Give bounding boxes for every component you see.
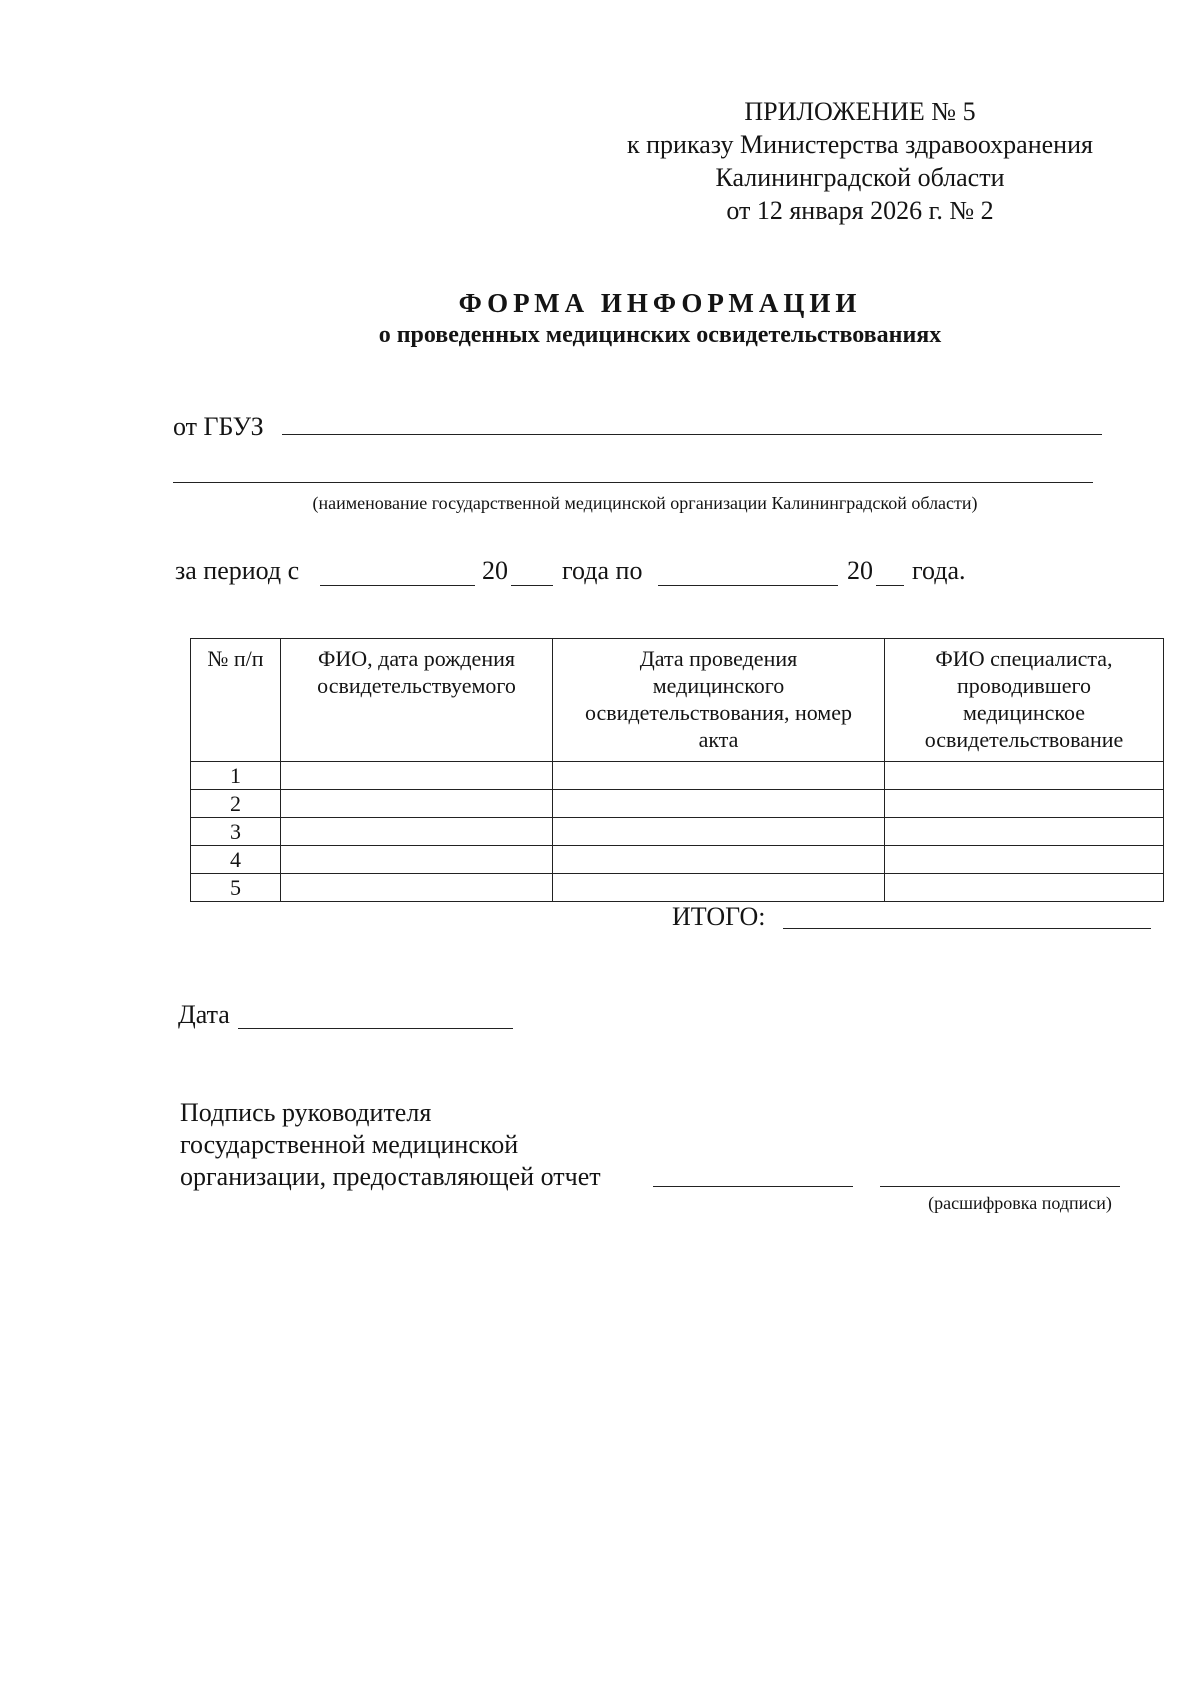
signature-decoding-field[interactable]: [880, 1186, 1120, 1187]
date-label: Дата: [178, 1000, 230, 1029]
header-number: № п/п: [191, 639, 281, 762]
table-row: [191, 790, 1164, 818]
signature-block: [180, 1097, 601, 1193]
form-title: ФОРМА ИНФОРМАЦИИ: [458, 288, 862, 318]
header-exam-date: Дата проведения медицинского освидетельствования, номер акта: [553, 639, 885, 762]
period-to-field[interactable]: [658, 585, 838, 586]
cell-exam-date[interactable]: [553, 790, 885, 818]
date-field[interactable]: [238, 1028, 513, 1029]
cell-exam-date[interactable]: [553, 846, 885, 874]
cell-specialist[interactable]: [885, 818, 1164, 846]
organization-name-field-line2[interactable]: [173, 482, 1093, 483]
organization-prefix: от ГБУЗ: [173, 412, 264, 441]
total-label: ИТОГО:: [672, 902, 766, 931]
signature-field[interactable]: [653, 1186, 853, 1187]
cell-patient[interactable]: [281, 874, 553, 902]
row-number: 2: [191, 790, 281, 818]
appendix-order: к приказу Министерства здравоохранения: [627, 130, 1093, 159]
period-year2-field[interactable]: [876, 585, 904, 586]
row-number: 4: [191, 846, 281, 874]
signature-line2: государственной медицинской: [180, 1130, 519, 1159]
cell-exam-date[interactable]: [553, 818, 885, 846]
medical-exam-table: [190, 638, 1164, 902]
appendix-number: ПРИЛОЖЕНИЕ № 5: [744, 97, 976, 126]
signature-line1: Подпись руководителя: [180, 1098, 432, 1127]
row-number: 3: [191, 818, 281, 846]
table-row: [191, 846, 1164, 874]
cell-patient[interactable]: [281, 762, 553, 790]
cell-exam-date[interactable]: [553, 874, 885, 902]
signature-decoding-caption: (расшифровка подписи): [928, 1193, 1112, 1213]
cell-specialist[interactable]: [885, 874, 1164, 902]
appendix-region: Калининградской области: [715, 163, 1005, 192]
form-subtitle: о проведенных медицинских освидетельствованиях: [378, 322, 942, 348]
total-field[interactable]: [783, 928, 1151, 929]
cell-specialist[interactable]: [885, 762, 1164, 790]
header-patient: ФИО, дата рождения освидетельствуемого: [281, 639, 553, 762]
cell-patient[interactable]: [281, 790, 553, 818]
row-number: 5: [191, 874, 281, 902]
cell-specialist[interactable]: [885, 846, 1164, 874]
table-row: [191, 762, 1164, 790]
period-year1-field[interactable]: [511, 585, 553, 586]
cell-specialist[interactable]: [885, 790, 1164, 818]
table-row: [191, 874, 1164, 902]
period-from-field[interactable]: [320, 585, 475, 586]
table-row: [191, 818, 1164, 846]
row-number: 1: [191, 762, 281, 790]
cell-patient[interactable]: [281, 818, 553, 846]
period-end-label: года.: [912, 556, 966, 585]
period-year2-prefix: 20: [847, 556, 873, 585]
header-specialist: ФИО специалиста, проводившего медицинское освидетельствование: [885, 639, 1164, 762]
organization-name-field[interactable]: [282, 434, 1102, 435]
appendix-date: от 12 января 2026 г. № 2: [726, 196, 994, 225]
period-from-label: за период с: [175, 556, 300, 585]
period-to-label: года по: [562, 556, 643, 585]
organization-caption: (наименование государственной медицинской организации Калининградской области): [312, 493, 978, 513]
period-year1-prefix: 20: [482, 556, 508, 585]
signature-line3: организации, предоставляющей отчет: [180, 1162, 601, 1191]
appendix-header: [560, 95, 1160, 227]
cell-exam-date[interactable]: [553, 762, 885, 790]
table-header-row: [191, 639, 1164, 762]
cell-patient[interactable]: [281, 846, 553, 874]
